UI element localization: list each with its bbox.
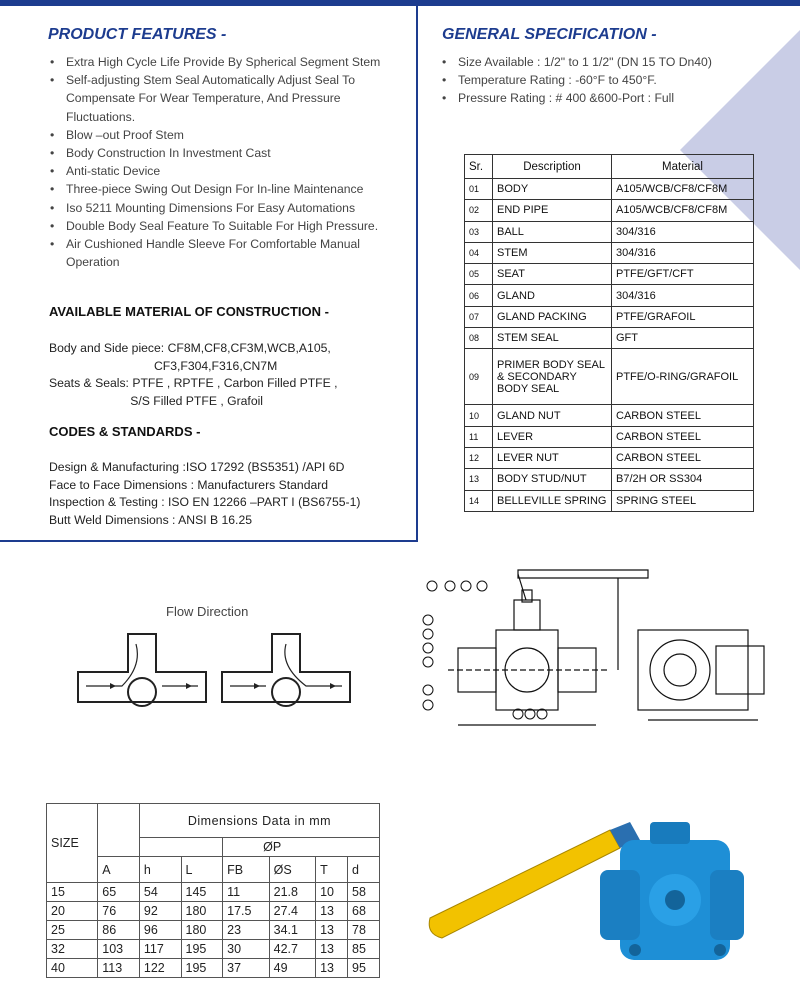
dim-cell: 30 (223, 940, 269, 959)
parts-cell-description: STEM SEAL (493, 328, 612, 349)
dim-cell: 40 (47, 959, 98, 978)
product-feature-item: • Three-piece Swing Out Design For In-line Maintenance (48, 180, 403, 198)
parts-row (465, 179, 754, 200)
parts-cell-description: BALL (493, 221, 612, 242)
dim-header-cell: ØS (269, 857, 315, 883)
dim-cell: 92 (139, 902, 181, 921)
parts-cell-sr: 08 (465, 328, 493, 349)
general-spec-item: • Temperature Rating : -60°F to 450°F. (440, 71, 770, 89)
parts-row (465, 264, 754, 285)
dim-row (47, 959, 380, 978)
product-feature-item: • Extra High Cycle Life Provide By Spherical Segment Stem (48, 53, 403, 71)
dim-cell: 17.5 (223, 902, 269, 921)
parts-cell-sr: 05 (465, 264, 493, 285)
dim-cell: 11 (223, 883, 269, 902)
dim-row (47, 921, 380, 940)
dim-header-cell: d (348, 857, 380, 883)
parts-cell-description: BODY (493, 179, 612, 200)
dim-cell: 145 (181, 883, 223, 902)
dim-cell: 13 (316, 959, 348, 978)
general-spec-item: • Size Available : 1/2" to 1 1/2" (DN 15 TO Dn40) (440, 53, 770, 71)
parts-cell-sr: 04 (465, 242, 493, 263)
dim-cell: 85 (348, 940, 380, 959)
parts-cell-material: PTFE/O-RING/GRAFOIL (612, 349, 754, 405)
dim-cell: 117 (139, 940, 181, 959)
dim-cell: 42.7 (269, 940, 315, 959)
dim-cell: 113 (98, 959, 140, 978)
dim-cell: 37 (223, 959, 269, 978)
parts-cell-material: CARBON STEEL (612, 447, 754, 468)
dim-cell: 68 (348, 902, 380, 921)
parts-cell-sr: 10 (465, 405, 493, 426)
dim-cell: 54 (139, 883, 181, 902)
dim-row (47, 902, 380, 921)
dim-header-cell: FB (223, 857, 269, 883)
valve-technical-drawing (418, 560, 798, 740)
parts-cell-sr: 01 (465, 179, 493, 200)
product-feature-item: • Double Body Seal Feature To Suitable For High Pressure. (48, 217, 403, 235)
parts-cell-material: CARBON STEEL (612, 405, 754, 426)
dim-cell: 20 (47, 902, 98, 921)
parts-cell-sr: 12 (465, 447, 493, 468)
product-features-title: PRODUCT FEATURES - (48, 26, 227, 43)
general-spec-title: GENERAL SPECIFICATION - (442, 26, 657, 43)
dim-cell: 180 (181, 921, 223, 940)
parts-cell-sr: 14 (465, 490, 493, 511)
parts-row (465, 405, 754, 426)
dim-cell: 195 (181, 959, 223, 978)
dim-cell: 32 (47, 940, 98, 959)
dim-row (47, 883, 380, 902)
parts-row (465, 221, 754, 242)
parts-row (465, 447, 754, 468)
dim-cell: 13 (316, 921, 348, 940)
materials-text: Body and Side piece: CF8M,CF8,CF3M,WCB,A105, CF3,F304,F316,CN7M Seats & Seals: PTFE , RPTFE , Carbon Filled PTFE , S/S Filled PTFE , Grafoil (49, 341, 338, 408)
dim-header-cell: A (98, 857, 140, 883)
materials-title: AVAILABLE MATERIAL OF CONSTRUCTION - (49, 304, 329, 319)
parts-cell-sr: 13 (465, 469, 493, 490)
codes-title: CODES & STANDARDS - (49, 424, 201, 439)
dim-cell: 76 (98, 902, 140, 921)
ball-valve-photo (420, 800, 750, 980)
section-divider-vertical (416, 6, 418, 542)
parts-row (465, 285, 754, 306)
parts-row (465, 349, 754, 405)
parts-row (465, 328, 754, 349)
dim-cell: 180 (181, 902, 223, 921)
dim-spacer-2 (139, 838, 222, 857)
product-features-list (48, 53, 403, 271)
dim-cell: 27.4 (269, 902, 315, 921)
parts-row (465, 469, 754, 490)
parts-cell-description: BELLEVILLE SPRING (493, 490, 612, 511)
section-divider-horizontal (0, 540, 418, 542)
dim-cell: 122 (139, 959, 181, 978)
dim-cell: 23 (223, 921, 269, 940)
product-feature-item: • Self-adjusting Stem Seal Automatically Adjust Seal To Compensate For Wear Temperature, And Pressure Fluctuations. (48, 71, 403, 126)
dim-cell: 195 (181, 940, 223, 959)
dim-size-label: SIZE (47, 804, 98, 883)
parts-cell-sr: 09 (465, 349, 493, 405)
dim-cell: 25 (47, 921, 98, 940)
dimensions-table (46, 803, 380, 978)
dim-header-cell: T (316, 857, 348, 883)
parts-row (465, 426, 754, 447)
flow-direction-diagram (76, 632, 356, 712)
parts-cell-material: PTFE/GRAFOIL (612, 306, 754, 327)
dim-title: Dimensions Data in mm (139, 804, 379, 838)
parts-cell-material: B7/2H OR SS304 (612, 469, 754, 490)
dim-cell: 86 (98, 921, 140, 940)
parts-cell-material: GFT (612, 328, 754, 349)
parts-cell-description: STEM (493, 242, 612, 263)
parts-cell-description: GLAND PACKING (493, 306, 612, 327)
top-accent-bar (0, 0, 800, 6)
dim-spacer (98, 804, 140, 857)
dim-cell: 34.1 (269, 921, 315, 940)
parts-cell-sr: 06 (465, 285, 493, 306)
parts-header-description: Description (493, 155, 612, 179)
parts-cell-sr: 03 (465, 221, 493, 242)
dim-cell: 13 (316, 902, 348, 921)
parts-cell-description: SEAT (493, 264, 612, 285)
parts-cell-description: LEVER (493, 426, 612, 447)
product-feature-item: • Air Cushioned Handle Sleeve For Comfortable Manual Operation (48, 235, 403, 271)
parts-row (465, 242, 754, 263)
parts-cell-description: END PIPE (493, 200, 612, 221)
parts-cell-description: BODY STUD/NUT (493, 469, 612, 490)
parts-cell-sr: 11 (465, 426, 493, 447)
dim-cell: 78 (348, 921, 380, 940)
parts-cell-material: CARBON STEEL (612, 426, 754, 447)
dim-cell: 10 (316, 883, 348, 902)
parts-cell-sr: 02 (465, 200, 493, 221)
product-feature-item: • Body Construction In Investment Cast (48, 144, 403, 162)
parts-header-sr: Sr. (465, 155, 493, 179)
dim-header-cell: h (139, 857, 181, 883)
codes-text: Design & Manufacturing :ISO 17292 (BS5351) /API 6D Face to Face Dimensions : Manufacturers Standard Inspection & Testing : ISO EN 12266 –PART I (BS6755-1) Butt Weld Dimensions : ANSI B 16.25 (49, 460, 361, 527)
dim-cell: 96 (139, 921, 181, 940)
dim-row (47, 940, 380, 959)
dim-cell: 15 (47, 883, 98, 902)
dim-cell: 21.8 (269, 883, 315, 902)
parts-row (465, 200, 754, 221)
parts-material-table (464, 154, 754, 512)
parts-cell-material: A105/WCB/CF8/CF8M (612, 179, 754, 200)
general-spec-item: • Pressure Rating : # 400 &600-Port : Full (440, 89, 770, 107)
parts-header-material: Material (612, 155, 754, 179)
parts-cell-material: PTFE/GFT/CFT (612, 264, 754, 285)
dim-cell: 65 (98, 883, 140, 902)
parts-cell-description: GLAND (493, 285, 612, 306)
flow-direction-label: Flow Direction (166, 604, 249, 619)
parts-cell-material: 304/316 (612, 285, 754, 306)
parts-cell-sr: 07 (465, 306, 493, 327)
dim-cell: 95 (348, 959, 380, 978)
parts-cell-material: 304/316 (612, 242, 754, 263)
general-spec-list (440, 53, 770, 108)
dim-header-cell: L (181, 857, 223, 883)
dim-cell: 49 (269, 959, 315, 978)
parts-cell-material: SPRING STEEL (612, 490, 754, 511)
parts-cell-description: PRIMER BODY SEAL & SECONDARY BODY SEAL (493, 349, 612, 405)
dim-cell: 58 (348, 883, 380, 902)
parts-cell-description: GLAND NUT (493, 405, 612, 426)
parts-row (465, 490, 754, 511)
parts-row (465, 306, 754, 327)
product-feature-item: • Iso 5211 Mounting Dimensions For Easy Automations (48, 199, 403, 217)
parts-cell-material: 304/316 (612, 221, 754, 242)
product-feature-item: • Blow –out Proof Stem (48, 126, 403, 144)
dim-cell: 13 (316, 940, 348, 959)
parts-cell-material: A105/WCB/CF8/CF8M (612, 200, 754, 221)
product-feature-item: • Anti-static Device (48, 162, 403, 180)
dim-cell: 103 (98, 940, 140, 959)
dim-group-label: ØP (223, 838, 380, 857)
parts-cell-description: LEVER NUT (493, 447, 612, 468)
